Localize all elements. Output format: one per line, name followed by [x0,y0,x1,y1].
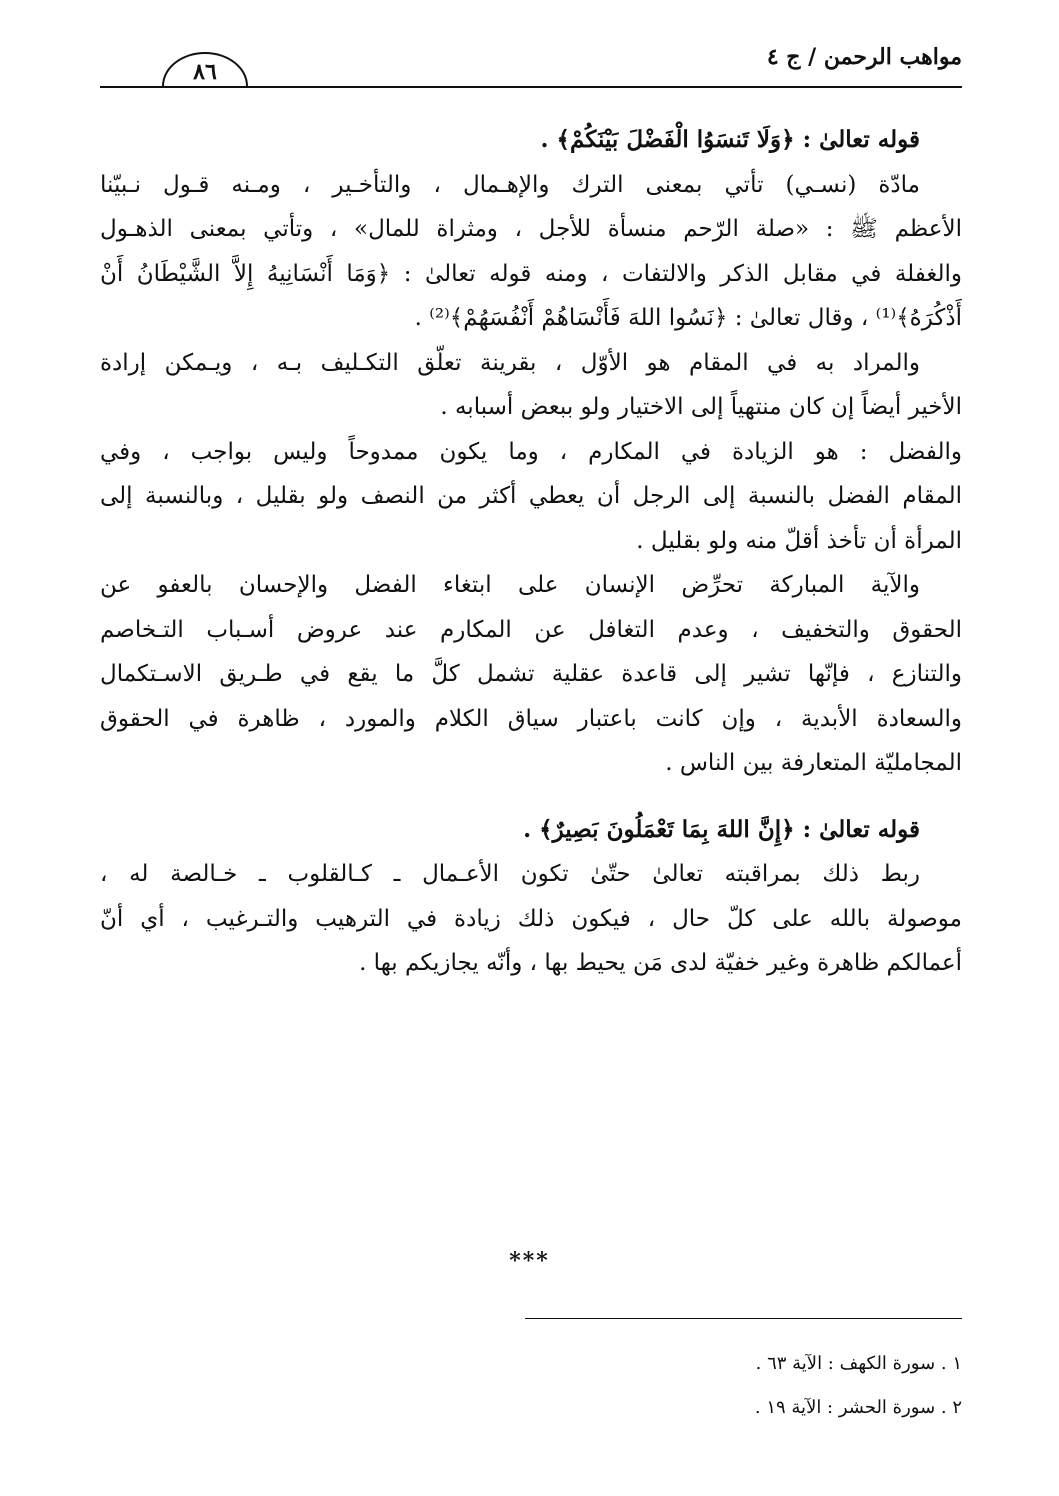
text-line: الحقوق والتخفيف ، وعدم التغافل عن المكارم عند عروض أسـباب التـخاصم [100,616,962,643]
section-separator: *** [509,1248,550,1274]
text-line: والآية المباركة تحرِّض الإنسان على ابتغاء الفضل والإحسان بالعفو عن [100,572,920,598]
paragraph-gap [100,786,962,808]
text-line: والسعادة الأبدية ، وإن كانت باعتبار سياق الكلام والمورد ، ظاهرة في الحقوق [100,705,962,732]
text-line: ربط ذلك بمراقبته تعالىٰ حتّىٰ تكون الأعـمال ـ كـالقلوب ـ خـالصة له ، [100,861,920,887]
text-line: المقام الفضل بالنسبة إلى الرجل أن يعطي أكثر من النصف ولو بقليل ، وبالنسبة إلى [100,483,962,509]
text-line: والمراد به في المقام هو الأوّل ، بقرينة تعلّق التكـليف بـه ، ويـمكن إرادة [100,349,920,376]
verse-heading: قوله تعالىٰ : ﴿وَلَا تَنسَوُا الْفَضْلَ بَيْنَكُمْ﴾ . [540,126,920,153]
text-line: أعمالكم ظاهرة وغير خفيّة لدى مَن يحيط بها ، وأنّه يجازيكم بها . [359,950,962,976]
footnote-rule [525,1318,962,1319]
text-line: الأعظم ﷺ : «صلة الرّحم منسأة للأجل ، ومثراة للمال» ، وتأتي بمعنى الذهـول [100,216,962,242]
page-number: ٨٦ [162,52,248,86]
footnotes [100,1342,962,1430]
text-line: الأخير أيضاً إن كان منتهياً إلى الاختيار ولو ببعض أسبابه . [440,394,962,420]
running-title: مواهب الرحمن / ج ٤ [766,44,962,70]
verse-heading: قوله تعالىٰ : ﴿إِنَّ اللهَ بِمَا تَعْمَلُونَ بَصِيرٌ﴾ . [523,815,920,843]
text-line: المرأة أن تأخذ أقلّ منه ولو بقليل . [636,527,962,554]
text-line: والتنازع ، فإنّها تشير إلى قاعدة عقلية تشمل كلَّ ما يقع في طـريق الاسـتكمال [100,661,962,687]
text-line: مادّة (نسـي) تأتي بمعنى الترك والإهـمال ، والتأخـير ، ومـنه قـول نـبيّنا [100,171,920,198]
page-header [100,40,962,90]
main-text [100,118,962,986]
footnote: ٢ . سورة الحشر : الآية ١٩ . [754,1397,962,1418]
header-rule [100,86,962,88]
footnote: ١ . سورة الكهف : الآية ٦٣ . [755,1353,962,1374]
text-line: والغفلة في مقابل الذكر والالتفات ، ومنه قوله تعالىٰ : ﴿وَمَا أَنْسَانِيهُ إِلاَّ الشَّيْطَانُ أَنْ [100,260,962,287]
text-line: أَذْكُرَهُ﴾⁽¹⁾ ، وقال تعالىٰ : ﴿نَسُوا اللهَ فَأَنْسَاهُمْ أَنْفُسَهُمْ﴾⁽²⁾ . [414,305,962,331]
text-line: المجامليّة المتعارفة بين الناس . [665,750,962,776]
text-line: موصولة بالله على كلّ حال ، فيكون ذلك زيادة في الترهيب والتـرغيب ، أي أنّ [100,905,962,932]
text-line: والفضل : هو الزيادة في المكارم ، وما يكون ممدوحاً وليس بواجب ، وفي [100,438,962,465]
